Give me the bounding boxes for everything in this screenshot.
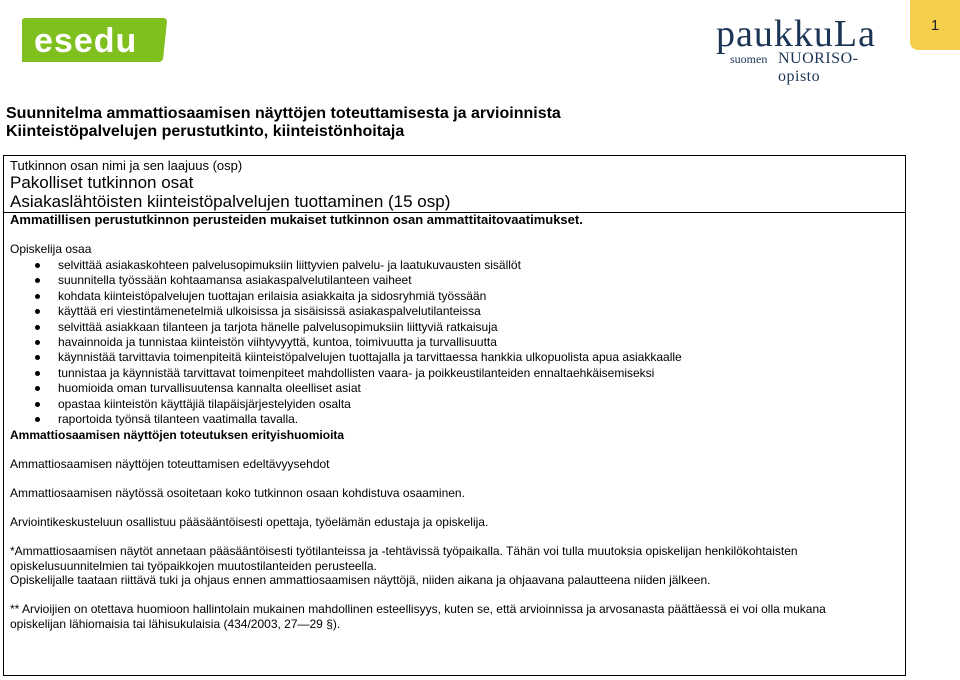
list-item: käynnistää tarvittavia toimenpiteitä kiinteistöpalvelujen tuottajalla ja tarvittaessa hankkia ulkopuolista apua asiakkaalle bbox=[10, 350, 682, 365]
list-item: suunnitella työssään kohtaamansa asiakaspalvelutilanteen vaiheet bbox=[10, 273, 682, 288]
bullet-dot-icon bbox=[35, 325, 40, 330]
list-item: kohdata kiinteistöpalvelujen tuottajan erilaisia asiakkaita ja sidosryhmiä työssään bbox=[10, 289, 682, 304]
note-support-line: Opiskelijalle taataan riittävä tuki ja ohjaus ennen ammattiosaamisen näyttöjä, niiden aikana ja ohjaavana palautteena niiden jälkeen. bbox=[10, 573, 711, 587]
demonstration-note: Ammattiosaamisen näytössä osoitetaan koko tutkinnon osaan kohdistuva osaaminen. bbox=[10, 486, 465, 500]
note-assessors-line2: opiskelijan lähiomaisia tai lähisukulaisia (434/2003, 27―29 §). bbox=[10, 617, 341, 631]
bullet-dot-icon bbox=[35, 355, 40, 360]
list-item: huomioida oman turvallisuutensa kannalta oleelliset asiat bbox=[10, 381, 682, 396]
esedu-logo bbox=[22, 12, 170, 64]
list-item: opastaa kiinteistön käyttäjiä tilapäisjärjestelyiden osalta bbox=[10, 397, 682, 412]
note-worksite-line1: *Ammattiosaamisen näytöt annetaan pääsääntöisesti työtilanteissa ja -tehtävissä työpaikalla. Tähän voi tulla muutoksia opiskelijan henkilökohtaisten bbox=[10, 544, 798, 558]
content-table bbox=[3, 155, 906, 676]
skills-list bbox=[10, 258, 682, 427]
list-item: tunnistaa ja käynnistää tarvittavat toimenpiteet mahdollisten vaara- ja poikkeustilanteiden ennaltaehkäisemiseksi bbox=[10, 366, 682, 381]
svg-text:esedu: esedu bbox=[34, 22, 138, 60]
module-name-label: Tutkinnon osan nimi ja sen laajuus (osp) bbox=[10, 158, 243, 173]
paukkula-sub-nuoriso: NUORISO-opisto bbox=[778, 50, 859, 85]
bullet-dot-icon bbox=[35, 386, 40, 391]
document-title: Suunnitelma ammattiosaamisen näyttöjen toteuttamisesta ja arvioinnista bbox=[6, 105, 561, 122]
assessment-discussion-note: Arviointikeskusteluun osallistuu pääsääntöisesti opettaja, työelämän edustaja ja opiskelija. bbox=[10, 515, 489, 529]
note-worksite-line2: opiskelusuunnitelmien tai työpaikkojen muutostilanteiden perusteella. bbox=[10, 559, 377, 573]
list-item: raportoida työnsä tilanteen vaatimalla tavalla. bbox=[10, 412, 682, 427]
special-notes-heading: Ammattiosaamisen näyttöjen toteutuksen erityishuomioita bbox=[10, 428, 345, 442]
bullet-dot-icon bbox=[35, 263, 40, 268]
document-subtitle: Kiinteistöpalvelujen perustutkinto, kiinteistönhoitaja bbox=[6, 123, 405, 140]
bullet-dot-icon bbox=[35, 278, 40, 283]
bullet-dot-icon bbox=[35, 294, 40, 299]
paukkula-wordmark: paukkuLa bbox=[716, 13, 876, 55]
list-item: havainnoida ja tunnistaa kiinteistön viihtyvyyttä, kuntoa, toimivuutta ja turvallisuutta bbox=[10, 335, 682, 350]
page-number: 1 bbox=[930, 16, 940, 34]
list-item: käyttää eri viestintämenetelmiä ulkoisissa ja sisäisissä asiakaspalvelutilanteissa bbox=[10, 304, 682, 319]
module-title: Asiakaslähtöisten kiinteistöpalvelujen tuottaminen (15 osp) bbox=[10, 192, 451, 211]
bullet-dot-icon bbox=[35, 402, 40, 407]
list-item: selvittää asiakkaan tilanteen ja tarjota hänelle palvelusopimuksiin liittyviä ratkaisuja bbox=[10, 320, 682, 335]
bullet-dot-icon bbox=[35, 417, 40, 422]
paukkula-sub-suomen: suomen bbox=[730, 52, 768, 66]
paukkula-logo bbox=[716, 13, 896, 85]
requirements-heading: Ammatillisen perustutkinnon perusteiden mukaiset tutkinnon osan ammattitaitovaatimukset. bbox=[10, 212, 583, 227]
note-assessors-line1: ** Arvioijien on otettava huomioon hallintolain mukainen mahdollinen esteellisyys, kuten se, että arvioinnissa ja arvosanasta päättäessä ei voi olla mukana bbox=[10, 602, 826, 616]
list-item: selvittää asiakaskohteen palvelusopimuksiin liittyvien palvelu- ja laatukuvausten sisällöt bbox=[10, 258, 682, 273]
prerequisites-text: Ammattiosaamisen näyttöjen toteuttamisen edeltävyysehdot bbox=[10, 457, 330, 471]
bullet-dot-icon bbox=[35, 340, 40, 345]
page-number-badge bbox=[910, 0, 960, 50]
bullet-dot-icon bbox=[35, 309, 40, 314]
bullet-dot-icon bbox=[35, 371, 40, 376]
section-heading: Pakolliset tutkinnon osat bbox=[10, 173, 194, 192]
student-can-label: Opiskelija osaa bbox=[10, 242, 92, 256]
